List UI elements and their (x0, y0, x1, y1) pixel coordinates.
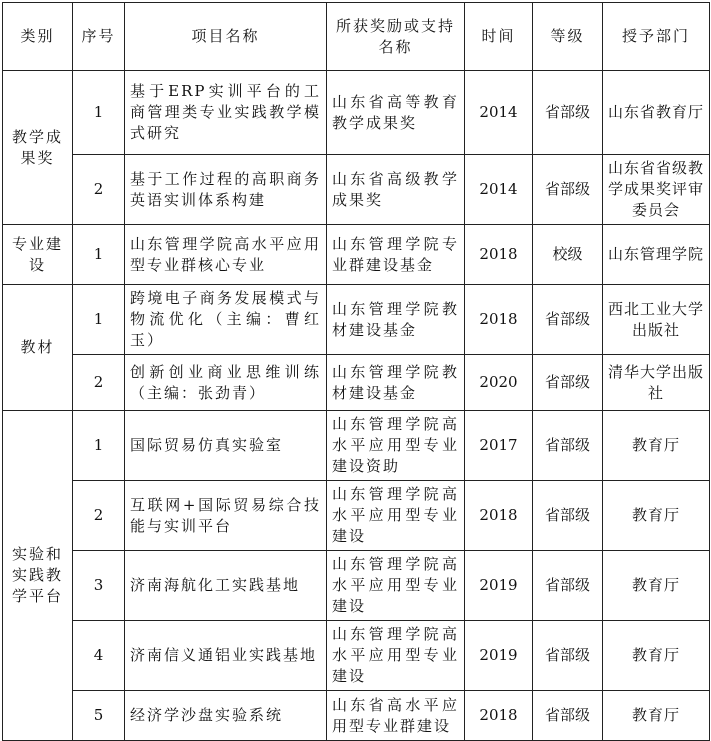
level-cell: 校级 (533, 225, 603, 285)
award-name-cell: 山东省高级教学成果奖 (327, 155, 465, 225)
row-number-cell: 5 (73, 691, 125, 741)
department-cell: 山东管理学院 (603, 225, 710, 285)
award-name-cell: 山东省高水平应用型专业群建设 (327, 691, 465, 741)
department-cell: 教育厅 (603, 411, 710, 481)
year-cell: 2020 (465, 355, 533, 411)
award-name-cell: 山东管理学院教材建设基金 (327, 355, 465, 411)
header-award-name: 所获奖励或支持名称 (327, 3, 465, 71)
level-cell: 省部级 (533, 285, 603, 355)
year-cell: 2019 (465, 621, 533, 691)
row-number-cell: 2 (73, 155, 125, 225)
project-name-cell: 基于ERP实训平台的工商管理类专业实践教学模式研究 (125, 71, 327, 155)
header-department: 授予部门 (603, 3, 710, 71)
table-row (3, 355, 710, 411)
category-cell: 教学成果奖 (3, 71, 73, 225)
project-name-cell: 山东管理学院高水平应用型专业群核心专业 (125, 225, 327, 285)
project-name-cell: 基于工作过程的高职商务英语实训体系构建 (125, 155, 327, 225)
table-row (3, 621, 710, 691)
year-cell: 2017 (465, 411, 533, 481)
level-cell: 省部级 (533, 155, 603, 225)
header-category: 类别 (3, 3, 73, 71)
department-cell: 山东省教育厅 (603, 71, 710, 155)
category-cell: 教材 (3, 285, 73, 411)
department-cell: 教育厅 (603, 481, 710, 551)
awards-table (2, 2, 710, 741)
level-cell: 省部级 (533, 481, 603, 551)
department-cell: 教育厅 (603, 551, 710, 621)
row-number-cell: 4 (73, 621, 125, 691)
project-name-cell: 济南信义通铝业实践基地 (125, 621, 327, 691)
row-number-cell: 1 (73, 411, 125, 481)
level-cell: 省部级 (533, 355, 603, 411)
award-name-cell: 山东省高等教育教学成果奖 (327, 71, 465, 155)
table-row (3, 285, 710, 355)
project-name-cell: 经济学沙盘实验系统 (125, 691, 327, 741)
project-name-cell: 济南海航化工实践基地 (125, 551, 327, 621)
department-cell: 西北工业大学出版社 (603, 285, 710, 355)
year-cell: 2014 (465, 155, 533, 225)
year-cell: 2014 (465, 71, 533, 155)
table-row (3, 691, 710, 741)
level-cell: 省部级 (533, 551, 603, 621)
level-cell: 省部级 (533, 71, 603, 155)
table-row (3, 481, 710, 551)
year-cell: 2018 (465, 481, 533, 551)
department-cell: 教育厅 (603, 691, 710, 741)
table-row (3, 551, 710, 621)
level-cell: 省部级 (533, 621, 603, 691)
award-name-cell: 山东管理学院教材建设基金 (327, 285, 465, 355)
year-cell: 2019 (465, 551, 533, 621)
header-project-name: 项目名称 (125, 3, 327, 71)
project-name-cell: 国际贸易仿真实验室 (125, 411, 327, 481)
table-row (3, 71, 710, 155)
award-name-cell: 山东管理学院高水平应用型专业建设 (327, 481, 465, 551)
header-level: 等级 (533, 3, 603, 71)
level-cell: 省部级 (533, 411, 603, 481)
row-number-cell: 1 (73, 71, 125, 155)
year-cell: 2018 (465, 691, 533, 741)
project-name-cell: 创新创业商业思维训练（主编：张劲青） (125, 355, 327, 411)
award-name-cell: 山东管理学院高水平应用型专业建设 (327, 621, 465, 691)
row-number-cell: 3 (73, 551, 125, 621)
award-name-cell: 山东管理学院高水平应用型专业建设资助 (327, 411, 465, 481)
award-name-cell: 山东管理学院高水平应用型专业建设 (327, 551, 465, 621)
department-cell: 山东省省级教学成果奖评审委员会 (603, 155, 710, 225)
row-number-cell: 2 (73, 481, 125, 551)
project-name-cell: 跨境电子商务发展模式与物流优化（主编：曹红玉） (125, 285, 327, 355)
year-cell: 2018 (465, 225, 533, 285)
row-number-cell: 2 (73, 355, 125, 411)
department-cell: 教育厅 (603, 621, 710, 691)
category-cell: 实验和实践教学平台 (3, 411, 73, 741)
award-name-cell: 山东管理学院专业群建设基金 (327, 225, 465, 285)
table-row (3, 155, 710, 225)
row-number-cell: 1 (73, 285, 125, 355)
header-row (3, 3, 710, 71)
year-cell: 2018 (465, 285, 533, 355)
project-name-cell: 互联网+国际贸易综合技能与实训平台 (125, 481, 327, 551)
row-number-cell: 1 (73, 225, 125, 285)
level-cell: 省部级 (533, 691, 603, 741)
table-row (3, 411, 710, 481)
header-number: 序号 (73, 3, 125, 71)
table-row (3, 225, 710, 285)
category-cell: 专业建设 (3, 225, 73, 285)
department-cell: 清华大学出版社 (603, 355, 710, 411)
header-time: 时间 (465, 3, 533, 71)
